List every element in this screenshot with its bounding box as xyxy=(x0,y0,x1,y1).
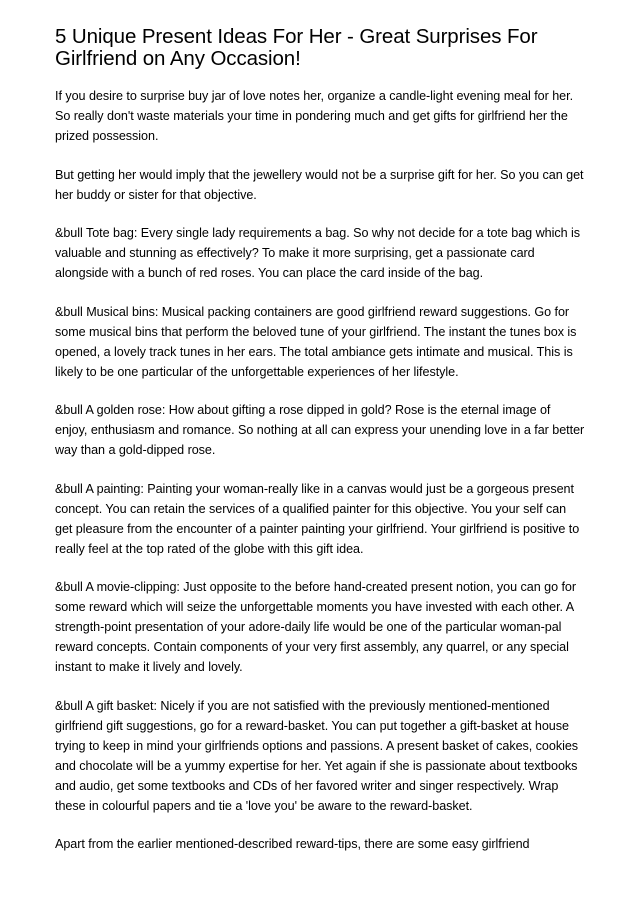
paragraph-musical-bins: &bull Musical bins: Musical packing containers are good girlfriend reward suggestions. Go for some musical bins that perform the beloved tune of your girlfriend. The instant the tunes box is opened, a lovely track tunes in her ears. The total ambiance gets intimate and musical. This is likely to be one particular of the unforgettable experiences of her lifestyle. xyxy=(55,304,577,379)
paragraph-movie-clipping: &bull A movie-clipping: Just opposite to the before hand-created present notion, you can go for some reward which will seize the unforgettable moments you have invested with each other. A strength-point presentation of your adore-daily life would be one of the particular woman-pal reward concepts. Contain components of your very first assembly, any quarrel, or any special instant to make it lively and lovely. xyxy=(55,580,577,674)
paragraph-jewellery: But getting her would imply that the jewellery would not be a surprise gift for her. So you can get her buddy or sister for that objective. xyxy=(55,167,584,202)
paragraph-golden-rose: &bull A golden rose: How about gifting a rose dipped in gold? Rose is the eternal image of enjoy, enthusiasm and romance. So nothing at all can express your unending love in a far better way than a gold-dipped rose. xyxy=(55,403,585,457)
document-title: 5 Unique Present Ideas For Her - Great Surprises For Girlfriend on Any Occasion! xyxy=(55,25,538,70)
paragraph-gift-basket: &bull A gift basket: Nicely if you are not satisfied with the previously mentioned-mentioned girlfriend gift suggestions, go for a reward-basket. You can put together a gift-basket at house trying to keep in mind your girlfriends options and passions. A present basket of cakes, cookies and chocolate will be a yummy expertise for her. Yet again if she is passionate about textbooks and audio, get some textbooks and CDs of her favored writer and singer respectively. Wrap these in colourful papers and tie a 'love you' be aware to the reward-basket. xyxy=(55,698,579,813)
paragraph-intro: If you desire to surprise buy jar of love notes her, organize a candle-light evening meal for her. So really don't waste materials your time in pondering much and get gifts for girlfriend her the prized possession. xyxy=(55,89,574,143)
paragraph-tote-bag: &bull Tote bag: Every single lady requirements a bag. So why not decide for a tote bag which is valuable and stunning as effectively? To make it more surprising, get a passionate card alongside with a bunch of red roses. You can place the card inside of the bag. xyxy=(55,226,580,280)
paragraph-closing: Apart from the earlier mentioned-described reward-tips, there are some easy girlfriend xyxy=(55,837,530,851)
paragraph-painting: &bull A painting: Painting your woman-really like in a canvas would just be a gorgeous present concept. You can retain the services of a qualified painter for this objective. You your self can get pleasure from the encounter of a painter painting your girlfriend. Your girlfriend is positive to really feel at the top rated of the globe with this gift idea. xyxy=(55,481,580,556)
document-page xyxy=(55,26,585,873)
